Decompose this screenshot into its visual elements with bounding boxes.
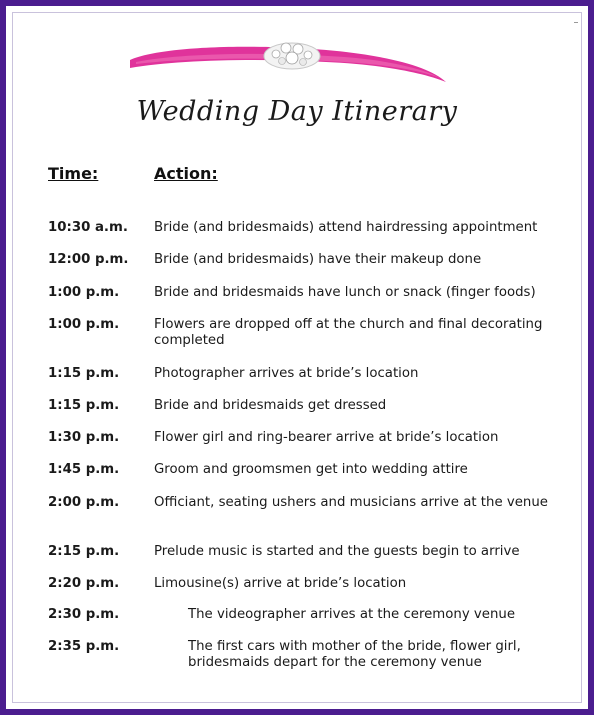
row-time: 1:15 p.m. xyxy=(48,398,120,413)
row-time: 1:15 p.m. xyxy=(48,366,120,381)
row-time: 2:30 p.m. xyxy=(48,607,120,622)
row-time: 2:20 p.m. xyxy=(48,576,120,591)
time-column-header: Time: xyxy=(48,164,99,183)
row-action: Officiant, seating ushers and musicians arrive at the venue xyxy=(154,495,548,510)
row-action: Bride (and bridesmaids) have their makeup done xyxy=(154,252,482,267)
row-time: 1:00 p.m. xyxy=(48,285,120,300)
row-time: 10:30 a.m. xyxy=(48,220,128,235)
row-action: Bride and bridesmaids get dressed xyxy=(154,398,387,413)
corner-mark xyxy=(574,22,578,23)
row-time: 1:45 p.m. xyxy=(48,462,120,477)
page-title: Wedding Day Itinerary xyxy=(136,96,458,127)
row-action: The first cars with mother of the bride, flower girl, bridesmaids depart for the ceremony venue xyxy=(188,639,521,670)
swoosh-ring-icon xyxy=(126,36,448,92)
action-column-header: Action: xyxy=(154,164,218,183)
row-action: Limousine(s) arrive at bride’s location xyxy=(154,576,407,591)
row-time: 1:00 p.m. xyxy=(48,317,120,332)
row-time: 12:00 p.m. xyxy=(48,252,129,267)
row-action: Prelude music is started and the guests begin to arrive xyxy=(154,544,520,559)
row-action: Photographer arrives at bride’s location xyxy=(154,366,419,381)
row-action: Flower girl and ring-bearer arrive at bride’s location xyxy=(154,430,499,445)
diamond-ring-icon xyxy=(264,43,320,69)
row-action: The videographer arrives at the ceremony venue xyxy=(188,607,516,622)
row-time: 2:35 p.m. xyxy=(48,639,120,654)
row-time: 2:15 p.m. xyxy=(48,544,120,559)
row-action: Groom and groomsmen get into wedding attire xyxy=(154,462,468,477)
row-action: Flowers are dropped off at the church and final decorating completed xyxy=(154,317,543,348)
row-time: 1:30 p.m. xyxy=(48,430,120,445)
row-action: Bride (and bridesmaids) attend hairdressing appointment xyxy=(154,220,538,235)
row-time: 2:00 p.m. xyxy=(48,495,120,510)
row-action: Bride and bridesmaids have lunch or snack (finger foods) xyxy=(154,285,536,300)
